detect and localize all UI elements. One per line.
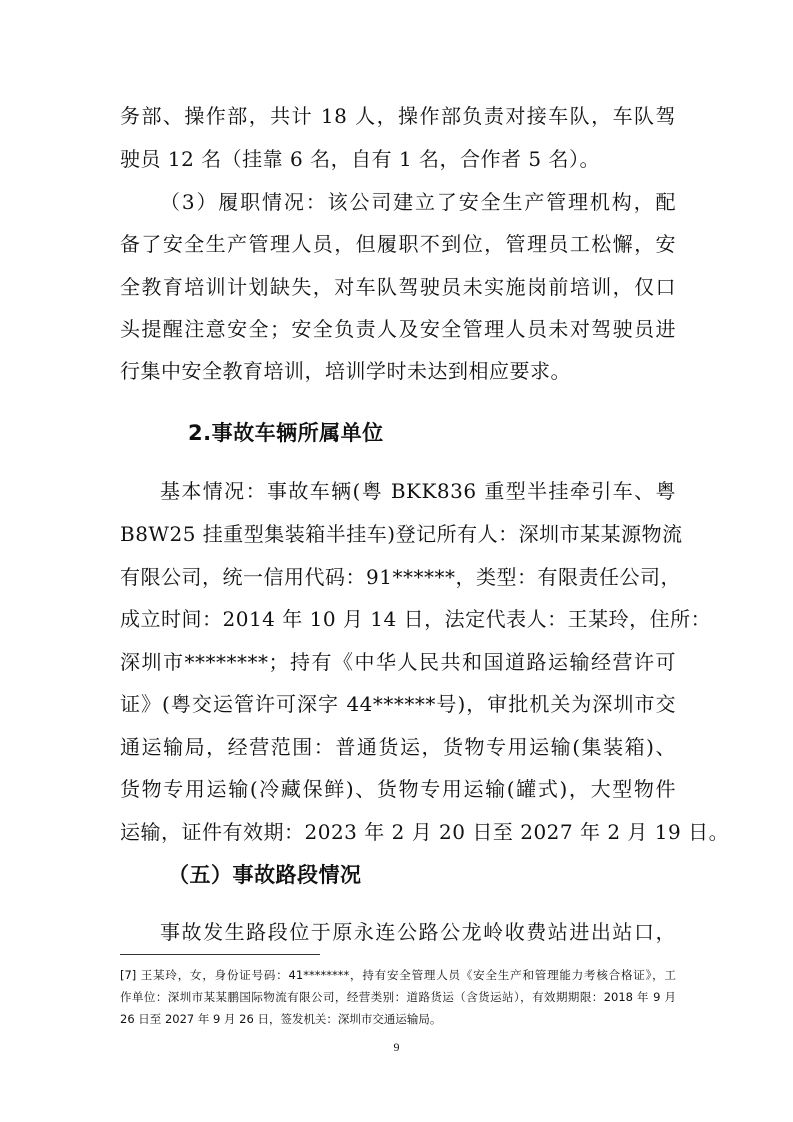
page-number: 9 (393, 1040, 400, 1054)
body-line: B8W25 挂重型集装箱半挂车)登记所有人：深圳市某某源物流 (120, 522, 683, 546)
footnote-line: [7] 王某玲，女，身份证号码：41********，持有安全管理人员《安全生产和管理能力考核合格证》，工 (120, 968, 676, 982)
body-line: 全教育培训计划缺失，对车队驾驶员未实施岗前培训，仅口 (120, 275, 676, 299)
body-line: 货物专用运输(冷藏保鲜)、货物专用运输(罐式)，大型物件 (120, 777, 676, 801)
body-line: （3）履职情况：该公司建立了安全生产管理机构，配 (160, 190, 676, 214)
body-line: 有限公司，统一信用代码：91******，类型：有限责任公司， (120, 565, 681, 589)
body-line: 运输，证件有效期：2023 年 2 月 20 日至 2027 年 2 月 19 日。 (120, 820, 730, 844)
section-heading: （五）事故路段情况 (168, 863, 362, 887)
section-heading: 2.事故车辆所属单位 (188, 421, 384, 445)
body-line: 务部、操作部，共计 18 人，操作部负责对接车队，车队驾 (120, 104, 676, 128)
body-line: 证》(粤交运管许可深字 44******号)，审批机关为深圳市交 (120, 692, 676, 716)
body-line: 头提醒注意安全；安全负责人及安全管理人员未对驾驶员进 (120, 317, 676, 341)
body-line: 驶员 12 名（挂靠 6 名，自有 1 名，合作者 5 名）。 (120, 147, 600, 171)
body-line: 成立时间：2014 年 10 月 14 日，法定代表人：王某玲，住所： (120, 607, 712, 631)
footnote-line: 26 日至 2027 年 9 月 26 日，签发机关：深圳市交通运输局。 (120, 1012, 442, 1026)
body-line: 基本情况：事故车辆(粤 BKK836 重型半挂牵引车、粤 (160, 479, 676, 503)
body-line: 通运输局，经营范围：普通货运，货物专用运输(集装箱)、 (120, 735, 676, 759)
body-line: 行集中安全教育培训，培训学时未达到相应要求。 (120, 359, 571, 383)
body-line: 事故发生路段位于原永连公路公龙岭收费站进出站口， (160, 920, 676, 944)
footnote-line: 作单位：深圳市某某鹏国际物流有限公司，经营类别：道路货运（含货运站），有效期期限：2018 年 9 月 (120, 990, 676, 1004)
body-line: 备了安全生产管理人员，但履职不到位，管理员工松懈，安 (120, 232, 676, 256)
footnote-divider (120, 954, 320, 955)
body-line: 深圳市********；持有《中华人民共和国道路运输经营许可 (120, 650, 676, 674)
